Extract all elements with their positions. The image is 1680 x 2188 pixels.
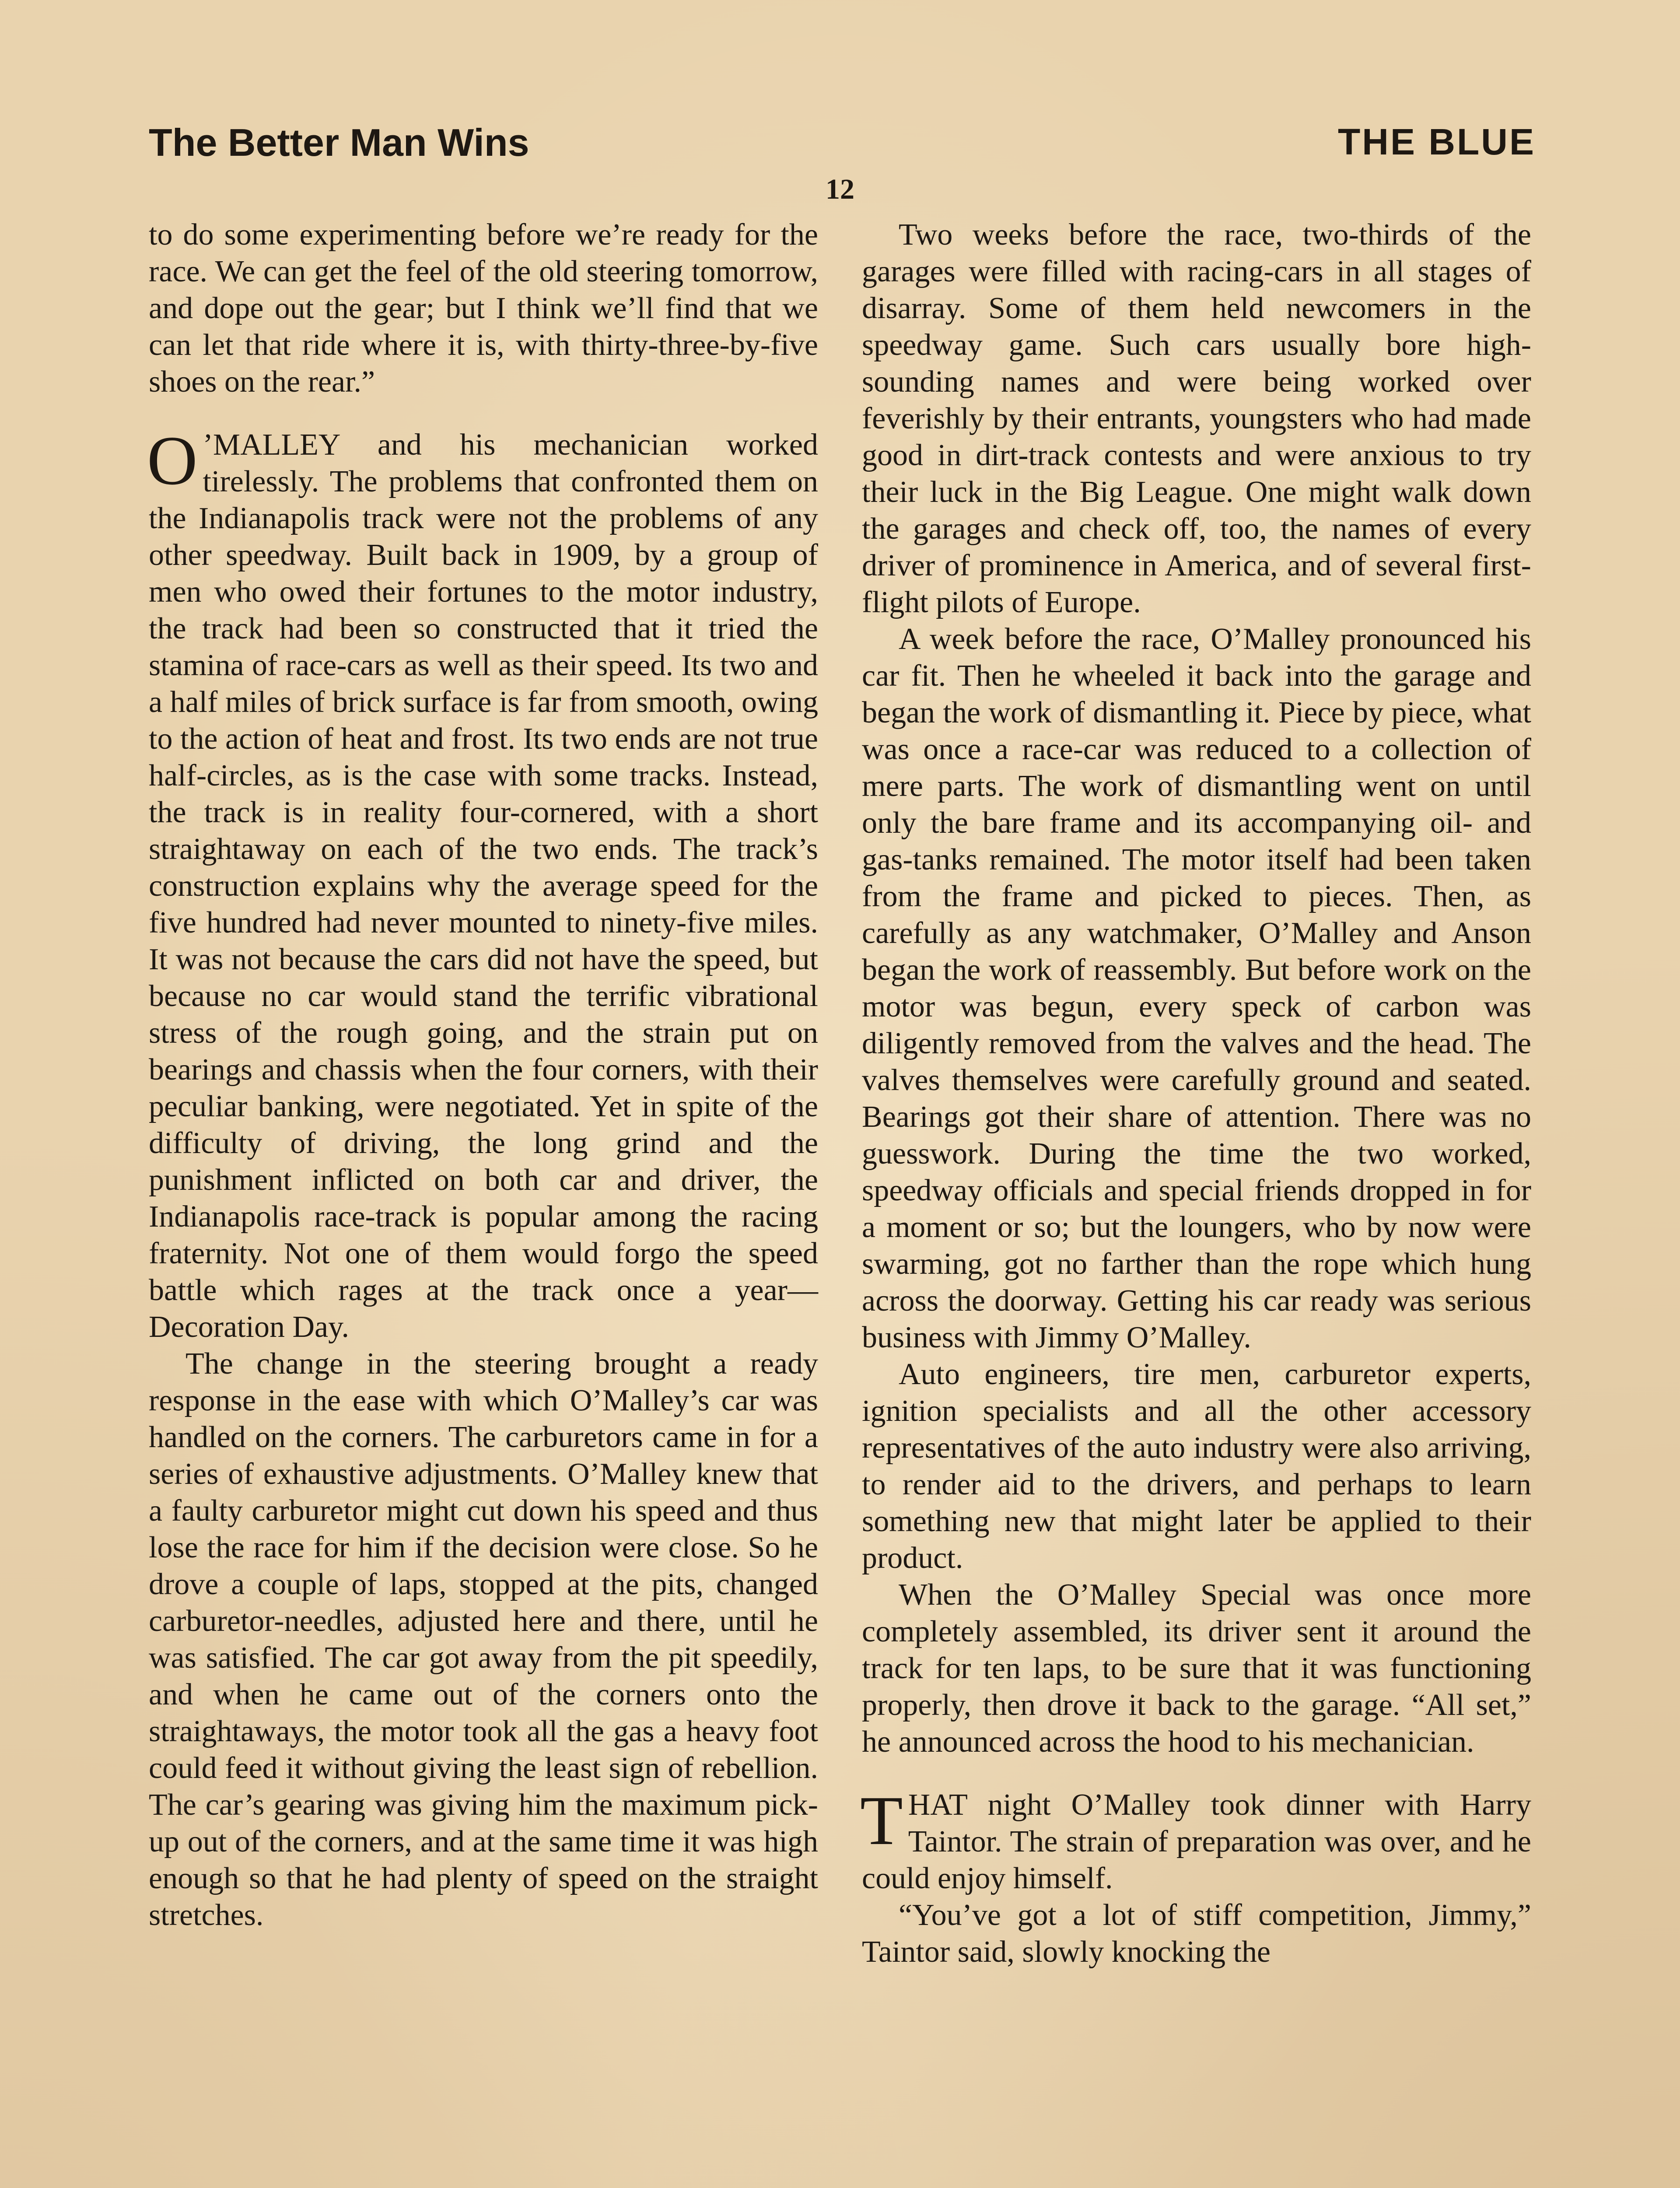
right-column [862,217,1531,1971]
paragraph: A week before the race, O’Malley pronounced his car fit. Then he wheeled it back into the garage and began the work of dismantling it. Piece by piece, what was once a race-car was reduced to a collection of mere parts. The work of dismantling went on until only the bare frame and its accompanying oil- and gas-tanks remained. The motor itself had been taken from the frame and picked to pieces. Then, as carefully as any watchmaker, O’Malley and Anson began the work of reassembly. But before work on the motor was begun, every speck of carbon was diligently removed from the valves and the head. The valves themselves were carefully ground and seated. Bearings got their share of attention. There was no guesswork. During the time the two worked, speedway officials and special friends dropped in for a moment or so; but the loungers, who by now were swarming, got no farther than the rope which hung across the doorway. Getting his car ready was serious business with Jimmy O’Malley. [862,622,1531,1354]
paragraph: Two weeks before the race, two-thirds of the garages were filled with racing-cars in all stages of disarray. Some of them held newcomers in the speedway game. Such cars usually bore high-sounding names and were being worked over feverishly by their entrants, youngsters who had made good in dirt-track contests and were anxious to try their luck in the Big League. One might walk down the garages and check off, too, the names of every driver of prominence in America, and of several first-flight pilots of Europe. [862,218,1531,619]
paragraph-text: ’MALLEY and his mechanician worked tirelessly. The problems that confronted them on the Indianapolis track were not the problems of any other speedway. Built back in 1909, by a group of men who owed their fortunes to the motor industry, the track had been so constructed that it tried the stamina of race-cars as well as their speed. Its two and a half miles of brick surface is far from smooth, owing to the action of heat and frost. Its two ends are not true half-circles, as is the case with some tracks. Instead, the track is in reality four-cornered, with a short straightaway on each of the two ends. The track’s construction explains why the average speed for the five hundred had never mounted to ninety-five miles. It was not because the cars did not have the speed, but because no car would stand the terrific vibrational stress of the rough going, and the strain put on bearings and chassis when the four corners, with their peculiar banking, were negotiated. Yet in spite of the difficulty of driving, the long grind and the punishment inflicted on both car and driver, the Indianapolis race-track is popular among the racing fraternity. Not one of them would forgo the speed battle which rages at the track once a year—Decoration Day. [149,428,818,1344]
magazine-name: THE BLUE [1338,121,1536,162]
left-column [149,217,818,1934]
running-title: The Better Man Wins [149,121,529,164]
page-number: 12 [826,173,854,205]
section-paragraph [860,1781,1531,1897]
paragraph: to do some experimenting before we’re ready for the race. We can get the feel of the old steering tomorrow, and dope out the gear; but I think we’ll find that we can let that ride where it is, with thirty-three-by-five shoes on the rear.” [149,218,818,399]
paragraph: The change in the steering brought a ready response in the ease with which O’Malley’s car was handled on the corners. The carburetors came in for a series of exhaustive adjustments. O’Malley knew that a faulty carburetor might cut down his speed and thus lose the race for him if the decision were close. So he drove a couple of laps, stopped at the pits, changed carburetor-needles, adjusted here and there, until he was satisfied. The car got away from the pit speedily, and when he came out of the corners onto the straightaways, the motor took all the gas a heavy foot could feed it without giving the least sign of rebellion. The car’s gearing was giving him the maximum pick-up out of the corners, and at the same time it was high enough so that he had plenty of speed on the straight stretches. [149,1347,818,1932]
paragraph: When the O’Malley Special was once more completely assembled, its driver sent it around the track for ten laps, to be sure that it was functioning properly, then drove it back to the garage. “All set,” he announced across the hood to his mechanician. [862,1578,1531,1759]
paragraph: Auto engineers, tire men, carburetor experts, ignition specialists and all the other accessory representatives of the auto industry were also arriving, to render aid to the drivers, and perhaps to learn something new that might later be applied to their product. [862,1357,1531,1575]
paragraph: “You’ve got a lot of stiff competition, Jimmy,” Taintor said, slowly knocking the [862,1898,1531,1969]
drop-cap: O [147,421,198,499]
drop-cap: T [860,1781,903,1859]
section-paragraph [147,421,818,1346]
paragraph-text: HAT night O’Malley took dinner with Harry Taintor. The strain of preparation was over, and he could enjoy himself. [862,1788,1531,1895]
